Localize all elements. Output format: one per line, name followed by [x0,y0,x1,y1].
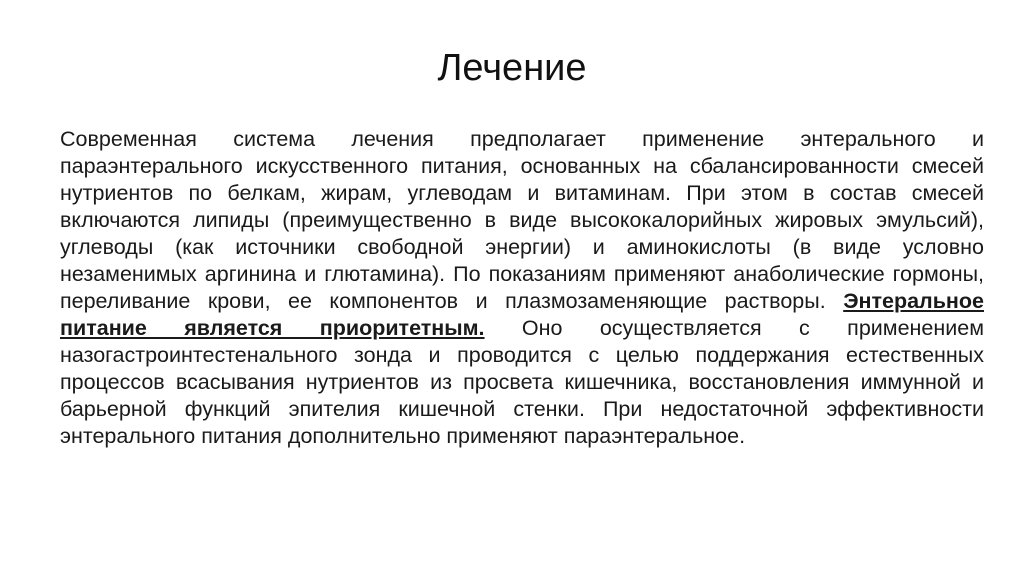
body-text-before: Современная система лечения предполагает применение энтерального и параэнтерального искусственного питания, основанных на сбалансированности смесей нутриентов по белкам, жирам, углеводам и витаминам. При этом в состав смесей включаются липиды (преимущественно в виде высококалорийных жировых эмульсий), углеводы (как источники свободной энергии) и аминокислоты (в виде условно незаменимых аргинина и глютамина). По показаниям применяют анаболические гормоны, переливание крови, ее компонентов и плазмозаменяющие растворы. [60,127,984,313]
body-emphasis-text: Энтеральное питание является приоритетным. [60,289,984,340]
body-text-after: Оно осуществляется с применением назогастроинтестенального зонда и проводится с целью поддержания естественных процессов всасывания нутриентов из просвета кишечника, восстановления иммунной и барьерной функций эпителия кишечной стенки. При недостаточной эффективности энтерального питания дополнительно применяют параэнтеральное. [60,316,984,448]
slide-body-text [60,126,984,450]
slide-title: Лечение [437,47,587,89]
